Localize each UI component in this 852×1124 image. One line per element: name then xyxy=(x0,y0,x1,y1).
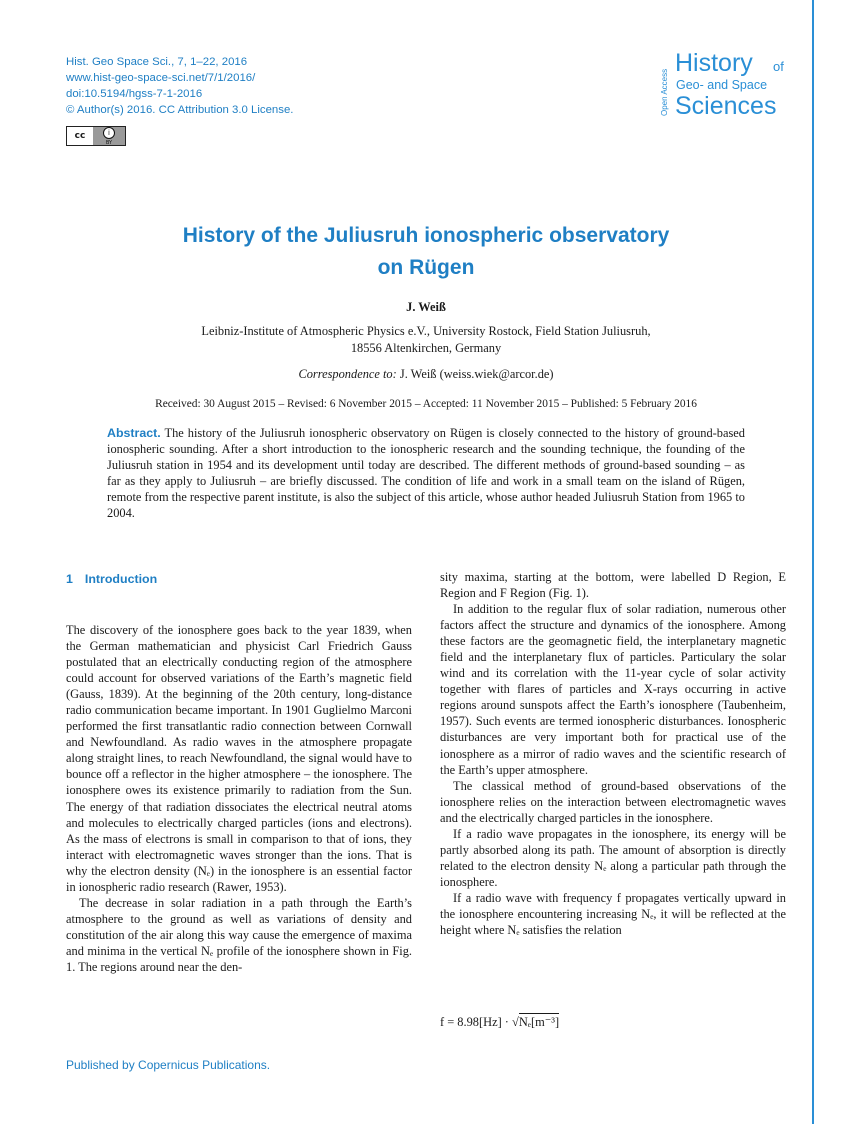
paragraph: The decrease in solar radiation in a path through the Earth’s atmosphere to the ground as well as variations of density and constitution of the air along this way cause the emergence of maxima and minima in the vertical Nₑ profile of the ionosphere shown in Fig. 1. The regions around near the den- xyxy=(66,895,412,974)
attribution-person-icon: i xyxy=(103,127,115,139)
citation-block xyxy=(66,54,293,118)
abstract-text: The history of the Juliusruh ionospheric observatory on Rügen is closely connected to the history of ground-based ionospheric sounding. After a short introduction to the ionospheric research and the sounding technique, the founding of the Juliusruh station in 1954 and its development until today are described. The different methods of ground-based sounding – as far as they apply to Juliusruh – are briefly discussed. The condition of life and work in a small team on the island of Rügen, remote from the respective parent institute, is also the subject of this article, whose author headed Juliusruh Station from 1965 to 2004. xyxy=(107,426,745,520)
abstract-label: Abstract. xyxy=(107,426,161,440)
right-column xyxy=(440,569,786,938)
logo-history: History xyxy=(675,49,753,77)
affiliation-line1: Leibniz-Institute of Atmospheric Physics e.V., University Rostock, Field Station Juliusruh, xyxy=(201,324,651,338)
section-title: Introduction xyxy=(84,572,158,586)
section-number: 1 xyxy=(66,572,73,586)
paragraph: sity maxima, starting at the bottom, were labelled D Region, E Region and F Region (Fig. 1). xyxy=(440,570,786,601)
equation-radicand: Nₑ[m⁻³] xyxy=(518,1015,560,1029)
logo-sciences: Sciences xyxy=(675,92,777,120)
right-margin-rule xyxy=(812,0,814,1124)
doi-link[interactable]: doi:10.5194/hgss-7-1-2016 xyxy=(66,88,203,100)
cc-by-badge[interactable] xyxy=(66,126,126,146)
journal-citation: Hist. Geo Space Sci., 7, 1–22, 2016 xyxy=(66,56,248,68)
paragraph: In addition to the regular flux of solar radiation, numerous other factors affect the structure and dynamics of the ionosphere. Among these factors are the geomagnetic field, the interplanetary magnetic field and the interplanetary flux of particles. Particulary the solar wind and its correlation with the 11-year cycle of solar activity together with flares of particles and X-rays occurring in active regions around sunspots affect the Earth’s ionosphere (Taubenheim, 1957). Such events are termed ionospheric disturbances. Ionospheric disturbances are very important both for practical use of the ionosphere as a mirror of radio waves and the scientific research of the Earth’s upper atmosphere. xyxy=(440,602,786,777)
article-url-link[interactable]: www.hist-geo-space-sci.net/7/1/2016/ xyxy=(66,72,256,84)
abstract xyxy=(107,426,745,521)
left-column xyxy=(66,622,412,975)
equation xyxy=(440,1014,559,1030)
logo-of: of xyxy=(773,59,784,74)
correspondence xyxy=(0,366,852,382)
author-name: J. Weiß xyxy=(406,300,446,314)
journal-logo xyxy=(660,50,800,122)
by-label: BY xyxy=(105,139,113,146)
paragraph: The classical method of ground-based observations of the ionosphere relies on the interaction between electromagnetic waves and the electrically charged particles in the ionosphere. xyxy=(440,778,786,825)
correspondence-value[interactable]: J. Weiß (weiss.wiek@arcor.de) xyxy=(399,367,554,381)
paragraph: If a radio wave with frequency f propagates vertically upward in the ionosphere encountering increasing Nₑ, it will be reflected at the height where Nₑ satisfies the relation xyxy=(440,890,786,938)
cc-icon: cc xyxy=(67,127,93,145)
article-title-line1: History of the Juliusruh ionospheric observatory xyxy=(182,224,670,247)
paragraph: The discovery of the ionosphere goes back to the year 1839, when the German mathematician and physicist Carl Friedrich Gauss postulated that an electrically conducting region of the atmosphere could account for observed variations of the Earth’s magnetic field (Gauss, 1839). At the beginning of the 20th century, long-distance radio communication became important. In 1901 Guglielmo Marconi performed the first transatlantic radio connection between Cornwall and Newfoundland. As radio waves in the atmosphere propagate along straight lines, to reach Newfoundland, the signal would have to bounce off a reflector in the higher atmosphere – the ionosphere. The ionosphere owes its existence primarily to radiation from the Sun. The energy of that radiation dissociates the electrical neutral atoms and molecules to electrically charged particles (ions and electrons). As the mass of electrons is small in comparison to that of ions, they interact with electromagnetic waves stronger than the ions. That is why the electron density (Nₑ) in the ionosphere is an essential factor in ionospheric radio research (Rawer, 1953). xyxy=(66,623,412,894)
license-text[interactable]: © Author(s) 2016. CC Attribution 3.0 License. xyxy=(66,104,294,116)
affiliation-line2: 18556 Altenkirchen, Germany xyxy=(350,341,502,355)
logo-geo-space: Geo- and Space xyxy=(676,78,768,92)
paragraph: If a radio wave propagates in the ionosphere, its energy will be partly absorbed along its path. The amount of absorption is directly related to the electron density Nₑ along a particular path through the ionosphere. xyxy=(440,826,786,889)
open-access-label: Open Access xyxy=(660,68,669,116)
section-heading xyxy=(66,572,157,586)
correspondence-label: Correspondence to: xyxy=(298,367,397,381)
article-dates: Received: 30 August 2015 – Revised: 6 November 2015 – Accepted: 11 November 2015 – Published: 5 February 2016 xyxy=(155,398,697,410)
equation-lhs: f = 8.98[Hz] · √ xyxy=(440,1015,519,1029)
article-title-line2: on Rügen xyxy=(377,256,475,279)
publisher-footer: Published by Copernicus Publications. xyxy=(66,1058,271,1072)
